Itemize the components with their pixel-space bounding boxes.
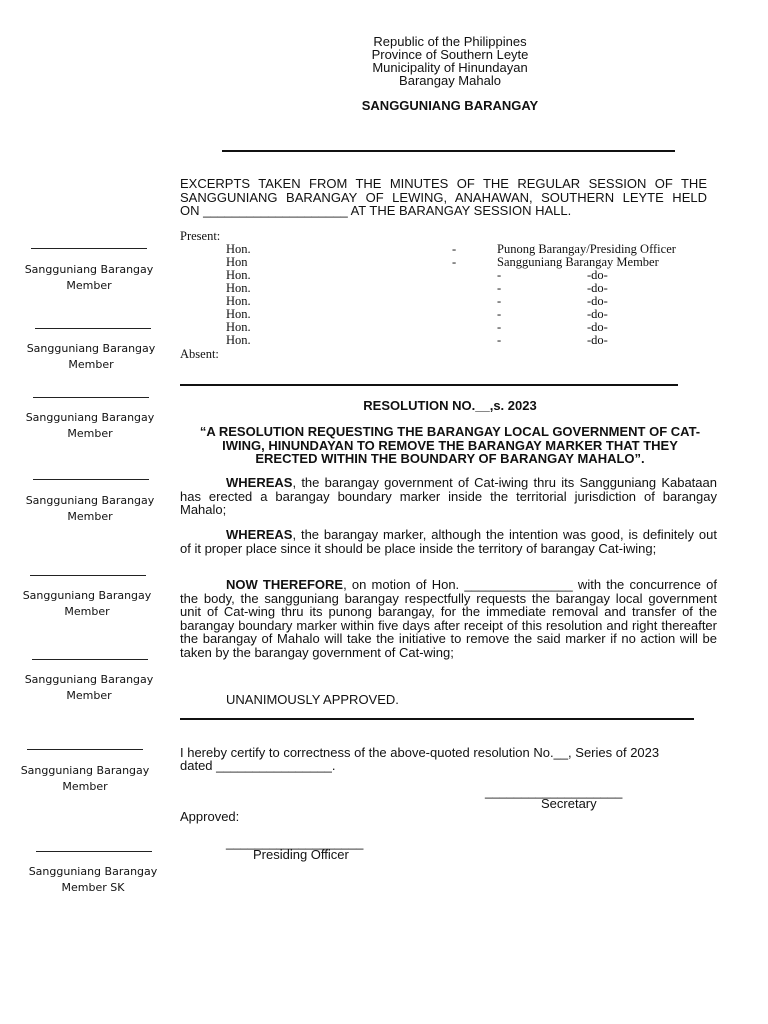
attendance-list <box>180 242 740 352</box>
excerpt-line-2: SANGGUNIANG BARANGAY OF LEWING, ANAHAWAN, SOUTHERN LEYTE HELD <box>180 189 707 205</box>
member-position: -do- <box>587 281 608 295</box>
member-dash: - <box>497 294 502 308</box>
signatory-label <box>10 763 160 795</box>
signature-line <box>27 749 143 750</box>
attendance-row <box>180 268 740 281</box>
attendance-row <box>180 294 740 307</box>
presiding-signature-line: ___________________ <box>226 835 364 850</box>
member-title: Hon <box>226 255 248 269</box>
resolution-title <box>180 425 720 466</box>
signatory-role: Sangguniang Barangay <box>25 411 155 424</box>
signature-line <box>30 575 146 576</box>
signatory-role: Sangguniang Barangay <box>20 764 150 777</box>
signature-line <box>32 659 148 660</box>
header-province: Province of Southern Leyte <box>371 47 529 62</box>
certification-line-1: I hereby certify to correctness of the above-quoted resolution No.__, Series of 2023 <box>180 745 660 760</box>
signatory-member: Member <box>66 689 112 702</box>
signature-line <box>36 851 152 852</box>
member-dash: - <box>497 320 502 334</box>
member-title: Hon. <box>226 294 251 308</box>
secretary-signature-line: ___________________ <box>485 784 623 799</box>
signatory-role: Sangguniang Barangay <box>25 494 155 507</box>
resolution-divider <box>180 718 694 720</box>
signatory-label <box>16 341 166 373</box>
signatory-role: Sangguniang Barangay <box>26 342 156 355</box>
member-position: -do- <box>587 294 608 308</box>
signature-line <box>35 328 151 329</box>
signatory-member: Member <box>67 427 113 440</box>
member-position: -do- <box>587 307 608 321</box>
member-position: -do- <box>587 333 608 347</box>
whereas-2-text: , the barangay marker, although the intention was good, is definitely out of it proper place since it should be place inside the territory of barangay Cat-iwing; <box>180 527 717 556</box>
signature-line <box>31 248 147 249</box>
header-municipality: Municipality of Hinundayan <box>372 60 528 75</box>
member-title: Hon. <box>226 242 251 256</box>
member-position: Punong Barangay/Presiding Officer <box>497 242 676 256</box>
signatory-member: Member SK <box>61 881 125 894</box>
member-title: Hon. <box>226 320 251 334</box>
signatory-label <box>12 588 162 620</box>
whereas-paragraph-2 <box>180 528 717 555</box>
member-dash: - <box>452 242 457 256</box>
now-therefore-text: , on motion of Hon. _______________ with the concurrence of the body, the sangguniang barangay respectfully requests the barangay local government unit of Cat-wing thru its punong barangay, for the immediate removal and transfer of the barangay boundary marker within five days after receipt of this resolution and right thereafter the barangay of Mahalo will take the initiative to remove the said marker if no action will be taken by the barangay government of Cat-wing; <box>180 577 717 660</box>
signatory-label <box>18 864 168 896</box>
signatory-label <box>14 672 164 704</box>
now-therefore-keyword: NOW THEREFORE <box>226 577 344 592</box>
present-label: Present: <box>180 229 221 243</box>
member-title: Hon. <box>226 281 251 295</box>
signatory-role: Sangguniang Barangay <box>28 865 158 878</box>
member-title: Hon. <box>226 333 251 347</box>
unanimously-approved: UNANIMOUSLY APPROVED. <box>226 692 399 707</box>
resolution-title-line-1: “A RESOLUTION REQUESTING THE BARANGAY LOCAL GOVERNMENT OF CAT- <box>199 424 701 439</box>
whereas-keyword: WHEREAS <box>226 475 293 490</box>
absent-label: Absent: <box>180 347 219 361</box>
signatory-label <box>15 493 165 525</box>
signatory-label <box>15 410 165 442</box>
member-dash: - <box>452 255 457 269</box>
council-title: SANGGUNIANG BARANGAY <box>361 98 539 113</box>
header-republic: Republic of the Philippines <box>373 34 527 49</box>
member-position: -do- <box>587 320 608 334</box>
attendance-row <box>180 307 740 320</box>
attendance-row <box>180 242 740 255</box>
signatory-role: Sangguniang Barangay <box>22 589 152 602</box>
member-position: -do- <box>587 268 608 282</box>
approved-label: Approved: <box>180 809 240 824</box>
resolution-title-line-2: IWING, HINUNDAYAN TO REMOVE THE BARANGAY MARKER THAT THEY <box>222 437 678 453</box>
attendance-row <box>180 320 740 333</box>
excerpt-line-3: ON ____________________ AT THE BARANGAY SESSION HALL. <box>180 203 572 218</box>
presiding-officer-label: Presiding Officer <box>253 847 349 862</box>
excerpt-line-1: EXCERPTS TAKEN FROM THE MINUTES OF THE REGULAR SESSION OF THE <box>180 176 707 191</box>
attendance-divider <box>180 384 678 386</box>
member-dash: - <box>497 281 502 295</box>
header-divider <box>222 150 675 152</box>
member-title: Hon. <box>226 268 251 282</box>
member-dash: - <box>497 268 502 282</box>
signatory-role: Sangguniang Barangay <box>24 673 154 686</box>
attendance-row <box>180 333 740 346</box>
signature-line <box>33 397 149 398</box>
member-title: Hon. <box>226 307 251 321</box>
whereas-1-text: , the barangay government of Cat-iwing thru its Sangguniang Kabataan has erected a barangay boundary marker inside the territorial jurisdiction of barangay Mahalo; <box>180 475 717 517</box>
excerpt-block <box>180 177 707 218</box>
resolution-title-line-3: ERECTED WITHIN THE BOUNDARY OF BARANGAY MAHALO”. <box>255 451 645 466</box>
secretary-label: Secretary <box>541 796 597 811</box>
certification-line-2: dated ________________. <box>180 758 336 773</box>
resolution-number: RESOLUTION NO.__,s. 2023 <box>363 398 537 413</box>
signatory-member: Member <box>67 510 113 523</box>
whereas-paragraph-1 <box>180 476 717 517</box>
member-dash: - <box>497 307 502 321</box>
signatory-label <box>14 262 164 294</box>
signatory-role: Sangguniang Barangay <box>24 263 154 276</box>
signatory-member: Member <box>68 358 114 371</box>
signatory-member: Member <box>62 780 108 793</box>
member-position: Sangguniang Barangay Member <box>497 255 659 269</box>
attendance-row <box>180 255 740 268</box>
member-dash: - <box>497 333 502 347</box>
signature-line <box>33 479 149 480</box>
now-therefore-paragraph <box>180 578 717 659</box>
signatory-member: Member <box>64 605 110 618</box>
whereas-keyword: WHEREAS <box>226 527 293 542</box>
attendance-row <box>180 281 740 294</box>
header-barangay: Barangay Mahalo <box>399 73 501 88</box>
signatory-member: Member <box>66 279 112 292</box>
